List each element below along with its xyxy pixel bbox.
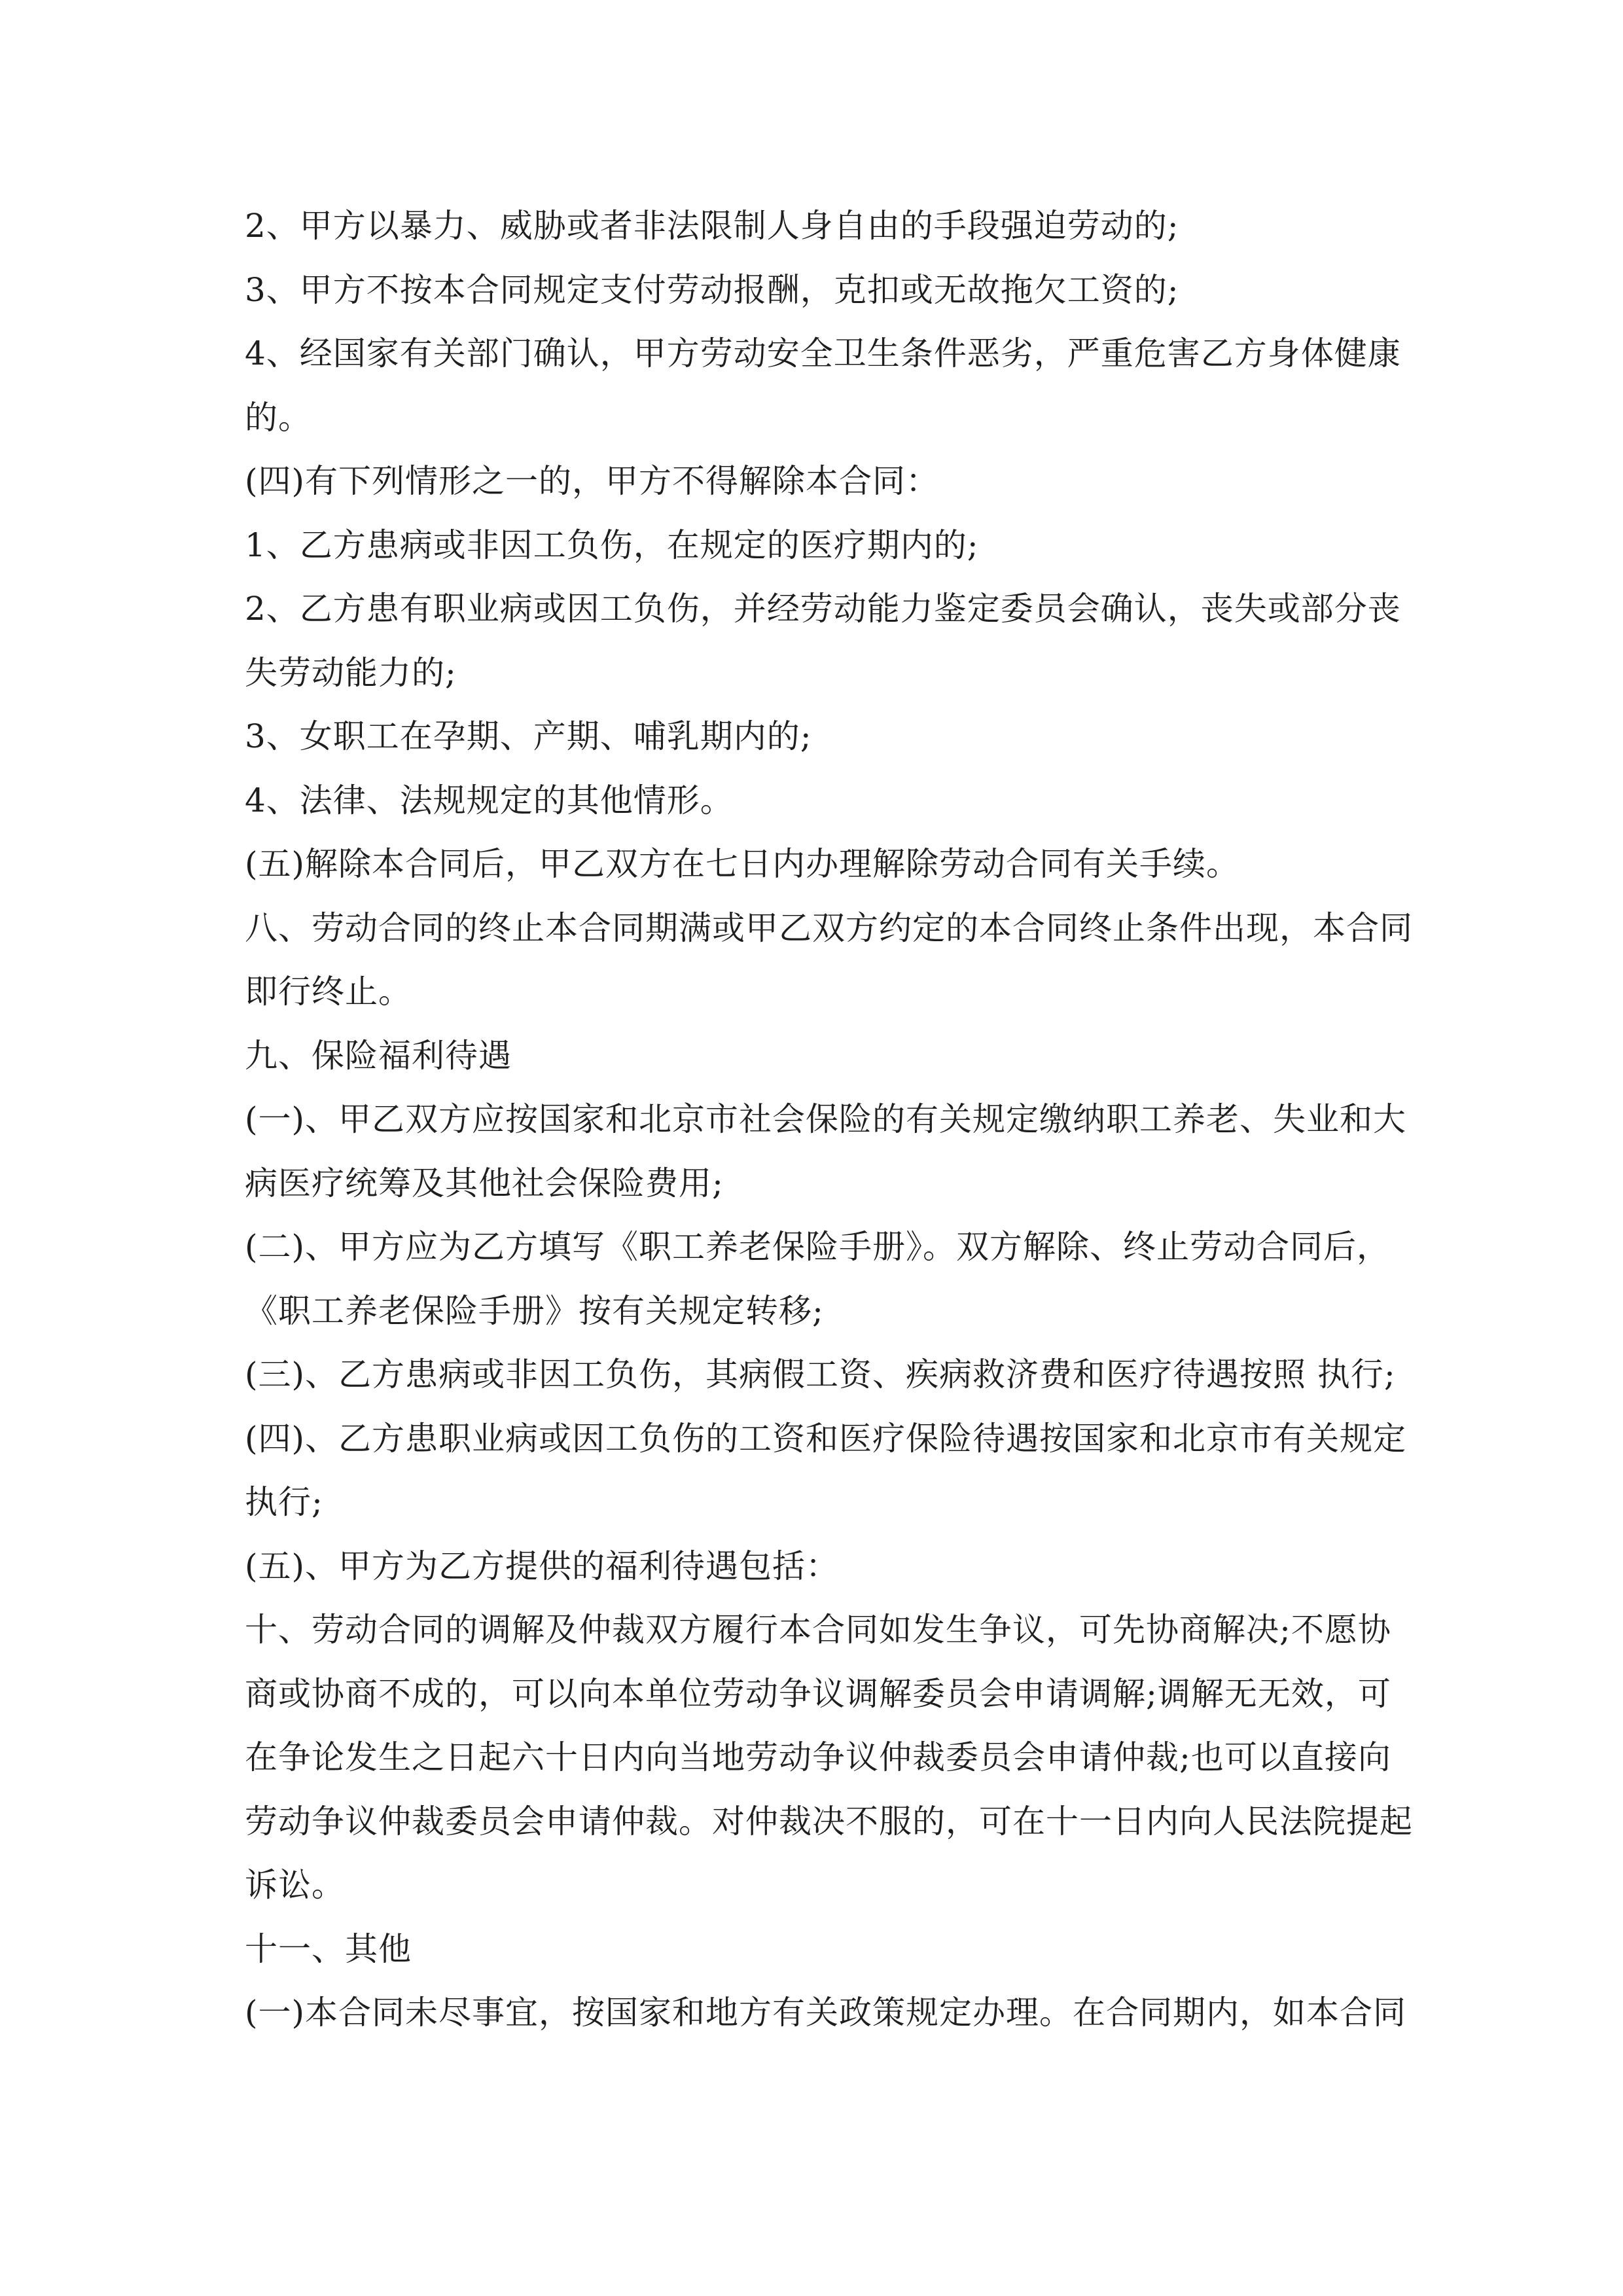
text-line: 《职工养老保险手册》按有关规定转移;	[245, 1291, 824, 1330]
text-line: 4、经国家有关部门确认，甲方劳动安全卫生条件恶劣，严重危害乙方身体健康	[245, 334, 1401, 372]
text-line: (五)、甲方为乙方提供的福利待遇包括：	[245, 1547, 840, 1585]
document-body	[245, 200, 1413, 2051]
text-line: (一)本合同未尽事宜，按国家和地方有关政策规定办理。在合同期内，如本合同	[245, 1994, 1407, 2032]
section-heading: 九、保险福利待遇	[245, 1036, 512, 1075]
text-line: (五)解除本合同后，甲乙双方在七日内办理解除劳动合同有关手续。	[245, 845, 1240, 883]
text-line: 失劳动能力的;	[245, 653, 457, 692]
text-line: (一)、甲乙双方应按国家和北京市社会保险的有关规定缴纳职工养老、失业和大	[245, 1100, 1407, 1138]
text-line: (二)、甲方应为乙方填写《职工养老保险手册》。双方解除、终止劳动合同后，	[245, 1228, 1391, 1266]
text-line: 即行终止。	[245, 973, 412, 1011]
text-line: 诉讼。	[245, 1866, 345, 1904]
text-line: 1、乙方患病或非因工负伤，在规定的医疗期内的;	[245, 526, 979, 564]
text-line: 商或协商不成的，可以向本单位劳动争议调解委员会申请调解;调解无无效，可	[245, 1674, 1391, 1713]
section-heading: 十一、其他	[245, 1929, 412, 1968]
text-line: 劳动争议仲裁委员会申请仲裁。对仲裁决不服的，可在十一日内向人民法院提起	[245, 1802, 1413, 1840]
text-line: 在争论发生之日起六十日内向当地劳动争议仲裁委员会申请仲裁;也可以直接向	[245, 1738, 1391, 1776]
text-line: 2、甲方以暴力、威胁或者非法限制人身自由的手段强迫劳动的;	[245, 207, 1179, 245]
text-line: 4、法律、法规规定的其他情形。	[245, 781, 734, 819]
text-line: (三)、乙方患病或非因工负伤，其病假工资、疾病救济费和医疗待遇按照 执行;	[245, 1355, 1396, 1393]
text-line: 的。	[245, 398, 312, 437]
text-line: 执行;	[245, 1483, 323, 1521]
text-line: 八、劳动合同的终止本合同期满或甲乙双方约定的本合同终止条件出现，本合同	[245, 908, 1413, 947]
text-line: 3、甲方不按本合同规定支付劳动报酬，克扣或无故拖欠工资的;	[245, 270, 1179, 309]
text-line: 2、乙方患有职业病或因工负伤，并经劳动能力鉴定委员会确认，丧失或部分丧	[245, 590, 1401, 628]
text-line: 3、女职工在孕期、产期、哺乳期内的;	[245, 717, 812, 755]
text-line: (四)、乙方患职业病或因工负伤的工资和医疗保险待遇按国家和北京市有关规定	[245, 1419, 1407, 1458]
text-line: 病医疗统筹及其他社会保险费用;	[245, 1164, 724, 1202]
text-line: (四)有下列情形之一的，甲方不得解除本合同：	[245, 462, 940, 500]
text-line: 十、劳动合同的调解及仲裁双方履行本合同如发生争议，可先协商解决;不愿协	[245, 1611, 1391, 1649]
